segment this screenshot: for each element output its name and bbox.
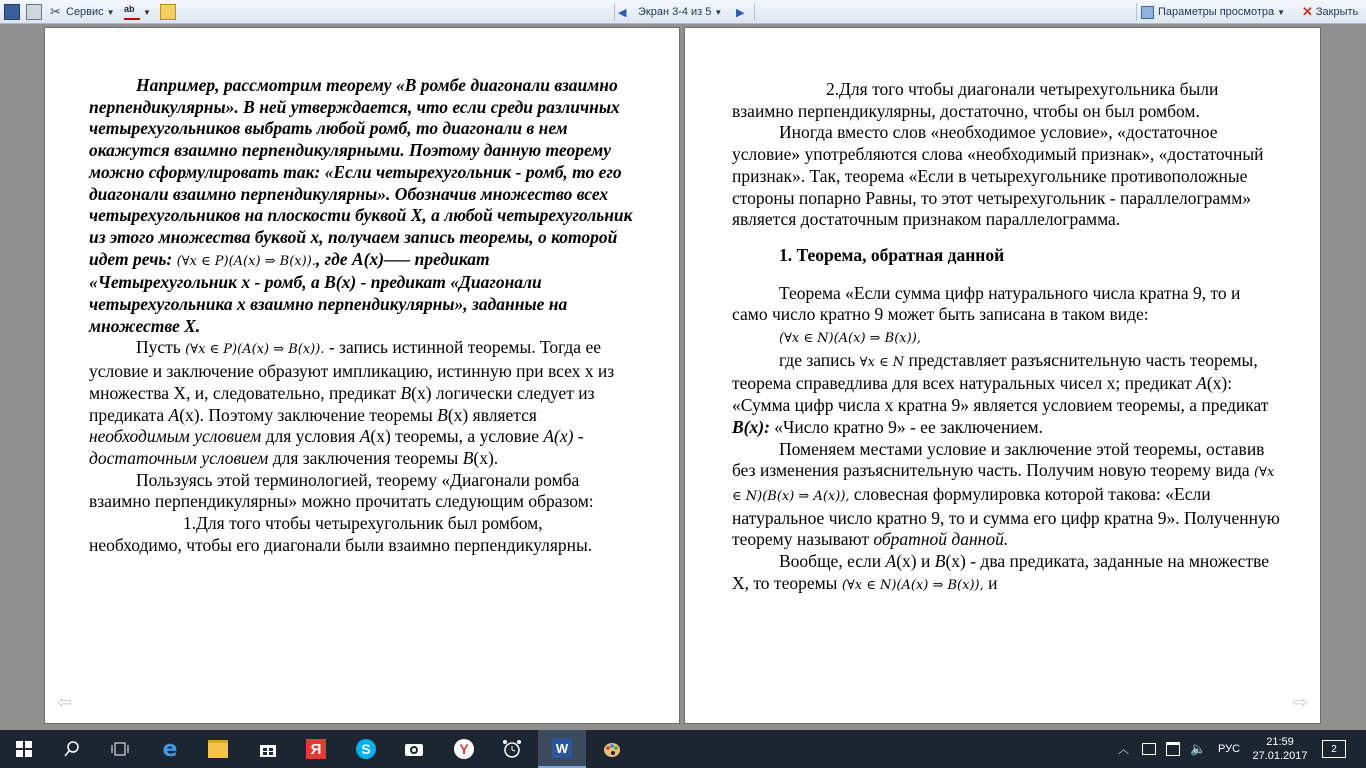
formula: (∀x ∈ N)(A(x) ⇒ B(x)),	[841, 577, 984, 593]
left-p1-text: Например, рассмотрим теорему «В ромбе диагонали взаимно перпендикулярны». В ней утверждается, что если среди различных четырехугольников выбрать любой ромб, то диагонали в нем окажутся взаимно перпендикулярными. Поэтому данную теорему можно сформулировать так: «Если четырехугольник - ромб, то его диагонали взаимно перпендикулярны». Обозначив множество всех четырехугольников на плоскости буквой X, а любой четырехугольник из этого множества буквой х, получаем запись теоремы, о которой идет речь:	[89, 75, 633, 269]
close-label: Закрыть	[1315, 6, 1359, 18]
predicate: В	[462, 447, 474, 468]
task-view-icon	[111, 742, 129, 756]
tray-icon	[1142, 743, 1156, 755]
right-p4-text: Поменяем местами условие и заключение этой теоремы, оставив без изменения разъяснительную часть. Получим новую теорему вида	[732, 438, 1265, 481]
left-p2-text: для заключения теоремы	[268, 447, 463, 468]
taskbar	[0, 730, 1366, 768]
view-options-button[interactable]	[1141, 2, 1285, 22]
yandex-browser-app[interactable]	[440, 730, 488, 768]
left-p2-text: - запись истинной теоремы. Тогда ее условие и заключение образуют импликацию, истинную при всех х из множества X, и, следовательно, предикат	[89, 337, 615, 403]
close-icon: ✕	[1302, 4, 1313, 19]
screen-indicator	[638, 2, 722, 22]
previous-page-arrow-icon[interactable]: ⇦	[57, 692, 73, 712]
triangle-left-icon: ◀	[618, 6, 627, 19]
view-options-label: Параметры просмотра	[1158, 6, 1275, 18]
left-p2-text: (х) логически следует из предиката	[89, 382, 595, 425]
right-p5-text: и	[983, 572, 998, 593]
print-button[interactable]	[26, 2, 42, 22]
predicate: B	[400, 382, 412, 403]
camera-icon	[404, 741, 424, 757]
word-app[interactable]	[538, 730, 586, 768]
printer-icon	[26, 4, 42, 20]
chevron-down-icon: ▼	[1277, 7, 1286, 17]
screen-indicator-label: Экран 3-4 из 5	[638, 6, 712, 18]
next-screen-button[interactable]	[736, 2, 744, 22]
alarm-clock-icon	[502, 739, 522, 759]
explorer-app[interactable]	[194, 730, 242, 768]
yandex-browser-icon: Y	[454, 739, 474, 759]
right-page	[684, 27, 1321, 724]
formula: ∀x ∈ N	[859, 354, 905, 370]
right-p3-text: (х): «Сумма цифр числа х кратна 9» является условием теоремы, а предикат	[732, 373, 1269, 416]
left-p2-start: Пусть	[136, 337, 181, 358]
clock-date: 27.01.2017	[1252, 750, 1308, 762]
system-tray-icon[interactable]	[1142, 730, 1156, 768]
right-p5-text: (х) - два предиката, заданные на множестве X, то теоремы	[732, 551, 1270, 593]
paint-app[interactable]	[588, 730, 636, 768]
skype-icon: S	[356, 739, 376, 759]
left-p2-text: (х) теоремы, а условие	[370, 426, 544, 447]
predicate: В(х):	[732, 416, 770, 437]
list-item-text: Для того чтобы четырехугольник был ромбом, необходимо, чтобы его диагонали были взаимно перпендикулярны.	[89, 513, 593, 555]
right-paragraph-2: Теорема «Если сумма цифр натурального числа кратна 9, то и само число кратно 9 может быть записана в таком виде:	[732, 282, 1241, 325]
notifications-icon: 2	[1322, 740, 1346, 758]
formula: (∀x ∈ P)(A(x) ⇒ B(x)).	[176, 253, 316, 269]
alarm-clock-app[interactable]	[488, 730, 536, 768]
clock-time: 21:59	[1266, 736, 1294, 748]
formula: (∀x ∈ P)(A(x) ⇒ B(x)).	[185, 342, 325, 358]
predicate: А	[885, 551, 897, 572]
predicate: В	[934, 551, 946, 572]
edge-icon: e	[162, 736, 178, 762]
start-button[interactable]	[0, 730, 48, 768]
chevron-down-icon: ▼	[143, 7, 151, 17]
list-item-1	[89, 513, 637, 556]
service-menu-button[interactable]	[50, 2, 115, 22]
search-button[interactable]	[48, 730, 96, 768]
formula-line	[732, 326, 1280, 350]
action-center-button[interactable]	[1322, 730, 1346, 768]
search-icon	[64, 741, 80, 757]
folder-button[interactable]	[160, 2, 176, 22]
view-options-icon	[1141, 6, 1154, 19]
chevron-down-icon[interactable]: ▼	[714, 7, 723, 17]
predicate: А	[359, 426, 371, 447]
language-indicator[interactable]	[1218, 730, 1240, 768]
right-paragraph-3	[732, 350, 1280, 439]
tools-icon: ✂	[50, 4, 61, 19]
left-p2-text: (х).	[473, 447, 499, 468]
converse-term: обратной данной.	[873, 529, 1009, 550]
document-area	[0, 24, 1366, 730]
windows-logo-icon	[16, 741, 32, 757]
folder-icon	[208, 740, 228, 758]
previous-screen-button[interactable]	[618, 2, 626, 22]
left-paragraph-3: Пользуясь этой терминологией, теорему «Диагонали ромба взаимно перпендикулярны» можно прочитать следующим образом:	[89, 469, 594, 512]
predicate: А	[1196, 373, 1207, 394]
left-p2-text: (х). Поэтому заключение теоремы	[179, 404, 438, 425]
language-label: РУС	[1218, 743, 1241, 755]
left-paragraph-1	[89, 75, 637, 337]
show-hidden-icons-button[interactable]	[1118, 730, 1129, 768]
service-menu-label: Сервис	[66, 6, 104, 18]
necessary-condition-term: необходимым условием	[89, 426, 262, 447]
spelling-button[interactable]	[124, 2, 151, 22]
yandex-app[interactable]	[292, 730, 340, 768]
word-icon: W	[552, 738, 572, 758]
list-item-2	[732, 79, 1280, 122]
edge-app[interactable]	[146, 730, 194, 768]
close-button[interactable]	[1302, 2, 1358, 22]
list-item-number: 2.	[826, 79, 840, 99]
floppy-disk-icon	[4, 4, 20, 20]
toolbar	[0, 0, 1366, 24]
left-p2-text: (х) является	[447, 404, 537, 425]
next-page-arrow-icon[interactable]: ⇨	[1292, 692, 1308, 712]
store-app[interactable]	[244, 730, 292, 768]
formula: (∀x ∈ N)(B(x) ⇒ A(x)),	[732, 465, 1275, 504]
right-p3-text: представляет разъяснительную часть теоремы, теорема справедлива для всех натуральных чисел х; предикат	[732, 349, 1258, 394]
left-paragraph-2	[89, 337, 637, 469]
triangle-right-icon: ▶	[736, 6, 745, 19]
folder-icon	[160, 4, 176, 20]
yandex-icon: Я	[306, 739, 326, 759]
list-item-text: Для того чтобы диагонали четырехугольника были взаимно перпендикулярны, достаточно, чтобы он был ромбом.	[732, 79, 1219, 121]
right-p3-text: «Число кратно 9» - ее заключением.	[769, 416, 1043, 437]
spellcheck-icon: ab	[124, 4, 140, 20]
save-button[interactable]	[4, 2, 20, 22]
camera-app[interactable]	[390, 730, 438, 768]
network-button[interactable]	[1166, 730, 1180, 768]
right-p3-text: где запись	[779, 349, 860, 370]
speaker-icon: 🔈	[1190, 741, 1207, 756]
task-view-button[interactable]	[96, 730, 144, 768]
left-p2-text: для условия	[261, 426, 360, 447]
right-p5-text: Вообще, если	[779, 551, 886, 572]
predicate: В	[437, 404, 448, 425]
right-p5-text: (х) и	[896, 551, 935, 572]
skype-app[interactable]	[342, 730, 390, 768]
chevron-up-icon: ︿	[1118, 744, 1129, 756]
clock[interactable]	[1252, 730, 1308, 768]
store-bag-icon	[259, 740, 277, 758]
left-p1-end-text: , где A(x)–— предикат «Четырехугольник х - ромб, а В(х) - предикат «Диагонали четырехугольника х взаимно перпендикулярны», заданные на множестве X.	[89, 248, 568, 336]
network-icon	[1166, 742, 1180, 756]
section-heading: 1. Теорема, обратная данной	[779, 244, 1005, 265]
sufficient-condition-term: А(х) - достаточным условием	[89, 426, 584, 468]
right-paragraph-5	[732, 551, 1280, 596]
paint-palette-icon	[602, 739, 622, 759]
predicate: А	[168, 404, 180, 425]
right-paragraph-4	[732, 439, 1280, 552]
chevron-down-icon: ▼	[106, 7, 115, 17]
right-p4-text: словесная формулировка которой такова: «Если натуральное число кратно 9, то и сумма его цифр кратна 9». Полученную теорему называют	[732, 483, 1280, 550]
formula: (∀x ∈ N)(A(x) ⇒ B(x)),	[779, 331, 921, 347]
left-page	[44, 27, 680, 724]
volume-button[interactable]	[1190, 730, 1206, 768]
right-paragraph-1: Иногда вместо слов «необходимое условие», «достаточное условие» употребляются слова «необходимый признак», «достаточный признак». Так, теорема «Если в четырехугольнике противоположные стороны попарно Равны, то этот четырехугольник - параллелограмм» является достаточным признаком параллелограмма.	[732, 122, 1264, 230]
list-item-number: 1.	[183, 513, 197, 534]
